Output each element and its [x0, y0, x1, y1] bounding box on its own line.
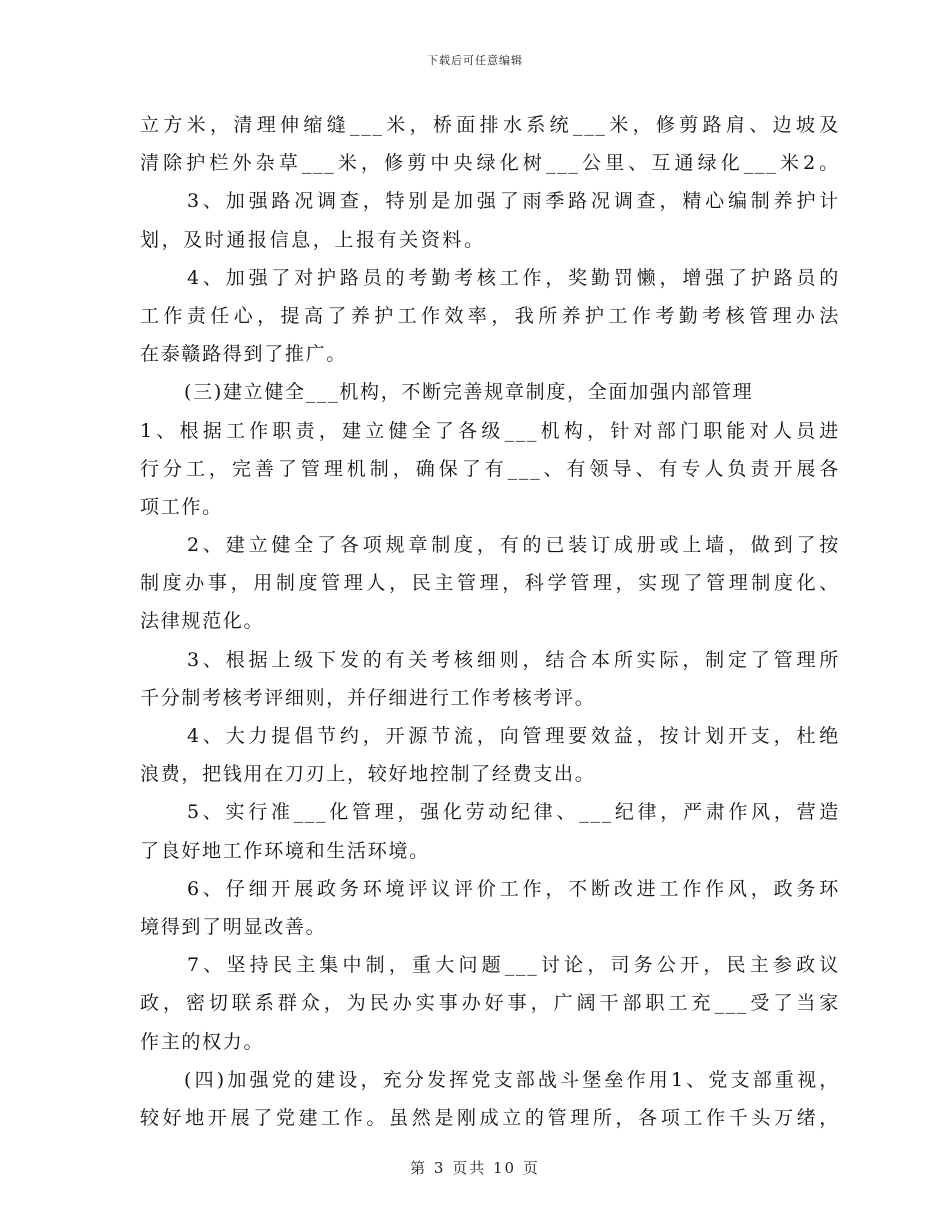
body-line: 5、实行准___化管理，强化劳动纪律、___纪律，严肃作风，营造: [187, 801, 840, 824]
body-line: 项工作。: [140, 495, 223, 518]
body-line: 4、大力提倡节约，开源节流，向管理要效益，按计划开支，杜绝: [187, 725, 840, 747]
body-line: 3、根据上级下发的有关考核细则，结合本所实际，制定了管理所: [187, 648, 840, 671]
body-line: 境得到了明显改善。: [140, 915, 327, 938]
body-line: 2、建立健全了各项规章制度，有的已装订成册或上墙，做到了按: [187, 534, 840, 557]
page-number: 第 3 页共 10 页: [410, 1159, 540, 1177]
body-line: 4、加强了对护路员的考勤考核工作，奖勤罚懒，增强了护路员的: [187, 266, 840, 289]
body-line: 浪费，把钱用在刀刃上，较好地控制了经费支出。: [140, 763, 596, 786]
body-line: 制度办事，用制度管理人，民主管理，科学管理，实现了管理制度化、: [140, 572, 840, 595]
body-line: 在泰赣路得到了推广。: [140, 343, 348, 366]
body-line: 7、坚持民主集中制，重大问题___讨论，司务公开，民主参政议: [187, 954, 840, 977]
document-body: [140, 106, 840, 1137]
body-line: 作主的权力。: [140, 1030, 265, 1053]
body-line: (三)建立健全___机构，不断完善规章制度，全面加强内部管理: [184, 381, 754, 404]
body-line: 3、加强路况调查，特别是加强了雨季路况调查，精心编制养护计: [187, 190, 840, 213]
body-line: 划，及时通报信息，上报有关资料。: [140, 228, 486, 251]
body-line: 工作责任心，提高了养护工作效率，我所养护工作考勤考核管理办法: [140, 304, 840, 327]
body-line: 6、仔细开展政务环境评议评价工作，不断改进工作作风，政务环: [187, 877, 840, 900]
body-line: 政，密切联系群众，为民办实事办好事，广阔干部职工充___受了当家: [140, 992, 840, 1015]
body-line: 行分工，完善了管理机制，确保了有___、有领导、有专人负责开展各: [140, 457, 840, 480]
body-line: 较好地开展了党建工作。虽然是刚成立的管理所，各项工作千头万绪，: [140, 1106, 840, 1129]
body-line: 了良好地工作环境和生活环境。: [140, 839, 430, 862]
body-line: (四)加强党的建设，充分发挥党支部战斗堡垒作用1、党支部重视，: [184, 1068, 840, 1091]
body-line: 法律规范化。: [140, 610, 265, 633]
body-line: 清除护栏外杂草___米，修剪中央绿化树___公里、互通绿化___米2。: [140, 152, 840, 175]
body-line: 千分制考核考评细则，并仔细进行工作考核考评。: [140, 686, 596, 709]
page-header-note: 下载后可任意编辑: [427, 54, 523, 67]
body-line: 1、根据工作职责，建立健全了各级___机构，针对部门职能对人员进: [140, 419, 840, 442]
body-line: 立方米，清理伸缩缝___米，桥面排水系统___米，修剪路肩、边坡及: [140, 114, 840, 136]
